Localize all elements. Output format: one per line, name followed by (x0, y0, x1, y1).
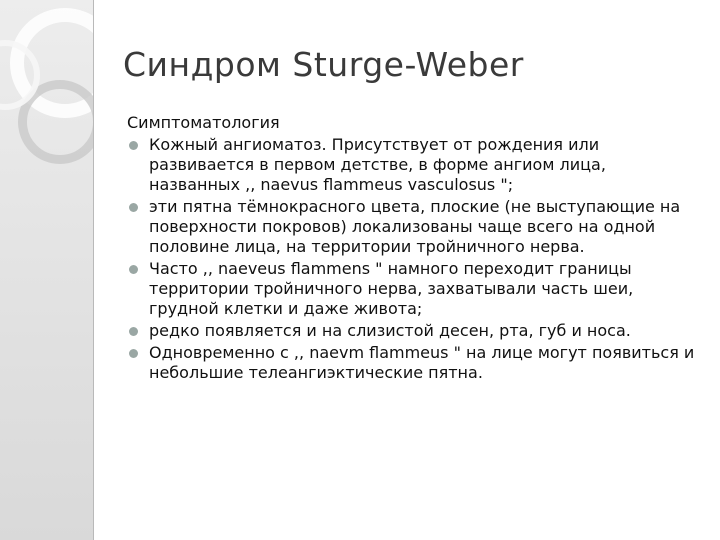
bullet-icon (129, 265, 138, 274)
slide-title: Синдром Sturge-Weber (123, 45, 524, 84)
bullet-text: эти пятна тёмнокрасного цвета, плоские (не выступающие на поверхности покровов) локализованы чаще всего на одной половине лица, на территории тройничного нерва. (149, 197, 681, 256)
bullet-item (127, 135, 702, 195)
bullet-icon (129, 327, 138, 336)
bullet-icon (129, 141, 138, 150)
subheading: Симптоматология (127, 113, 280, 132)
bullet-item (127, 197, 702, 257)
bullet-text: Одновременно с ,, naevm flammeus " на лице могут появиться и небольшие телеангиэктические пятна. (149, 343, 695, 382)
bullet-list (127, 135, 702, 383)
divider (93, 0, 94, 540)
bullet-item (127, 343, 702, 383)
bullet-item (127, 259, 702, 319)
slide-body (127, 113, 702, 385)
decorative-side-panel (0, 0, 93, 540)
bullet-text: Часто ,, naeveus flammens " намного переходит границы территории тройничного нерва, захватывали часть шеи, грудной клетки и даже живота; (149, 259, 634, 318)
bullet-icon (129, 349, 138, 358)
bullet-text: Кожный ангиоматоз. Присутствует от рождения или развивается в первом детстве, в форме ангиом лица, названных ,, naevus flammeus vasculosus "; (149, 135, 606, 194)
bullet-text: редко появляется и на слизистой десен, рта, губ и носа. (149, 321, 631, 340)
bullet-icon (129, 203, 138, 212)
bullet-item (127, 321, 702, 341)
